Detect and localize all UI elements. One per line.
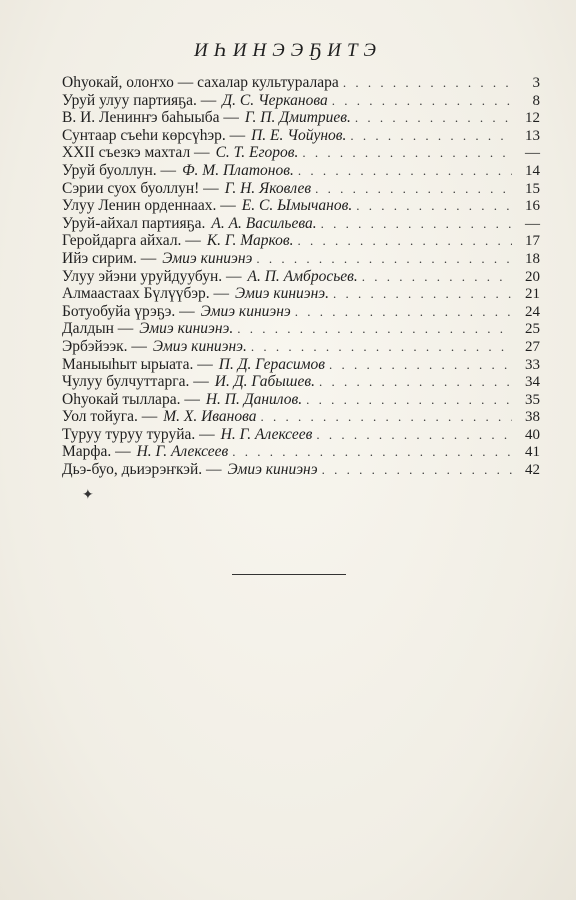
toc-entry [62,250,540,268]
toc-entry-author: А. П. Амбросьев. [247,267,358,285]
toc-entry-page-number: 34 [525,374,540,391]
dot-leader [306,391,512,409]
toc-entry [62,197,540,215]
toc-entry-page-number: 24 [525,303,540,320]
dot-leader [356,197,512,215]
ink-mark: ✦ [82,488,94,503]
toc-entry-author: Ф. М. Платонов. [182,161,294,179]
toc-entry-page-number: 35 [525,391,540,408]
toc-entry-page-number: 15 [525,180,540,197]
toc-entry-page-number: 40 [525,426,540,443]
toc-entry [62,285,540,303]
toc-entry-author: А. А. Васильева. [211,214,317,232]
toc-entry-author: Эмиэ киниэнэ [162,249,253,267]
toc-entry-page-number: 25 [525,321,540,338]
toc-entry-title: Оһуокай, олоҥхо — сахалар культуралара [62,74,339,91]
dot-leader [350,127,512,145]
dot-leader [256,250,512,268]
dot-leader [302,144,512,162]
dot-leader [316,426,512,444]
toc-entry-author: И. Д. Габышев. [214,373,315,391]
toc-entry-page-number: 42 [525,462,540,479]
toc-entry-page-number: 17 [525,233,540,250]
toc-entry-author: Е. С. Ымычанов. [241,197,353,215]
toc-entry-page-number: 3 [532,75,540,91]
toc-entry [62,180,540,198]
toc-entry-author: М. Х. Иванова [163,408,257,426]
toc-entry-page-number: 14 [525,162,540,179]
dot-leader [322,461,512,479]
toc-entry [62,338,540,356]
dot-leader [319,373,512,391]
toc-entry-title: Уруй буоллун. — [62,161,177,179]
toc-entry-title: Марфа. — [62,443,131,461]
dot-leader [332,92,512,110]
toc-entry-title: Эрбэйээк. — [62,337,147,355]
dot-leader [298,162,512,180]
toc-entry-title: XXII съезкэ махтал — [62,144,210,162]
toc-entry-author: Г. П. Дмитриев. [244,109,351,127]
toc-entry [62,268,540,286]
toc-entry [62,162,540,180]
toc-entry-page-number: 33 [525,356,540,373]
toc-entry [62,408,540,426]
toc-entry-title: Далдын — [62,320,134,338]
toc-entry-page-number: 18 [525,250,540,267]
toc-entry [62,443,540,461]
toc-entry-title: Туруу туруу туруйа. — [62,425,215,443]
bleed-through-text [190,660,490,820]
toc-entry-title: Оһуокай тыллара. — [62,390,200,408]
toc-entry-page-number: 20 [525,268,540,285]
toc-entry-author: Эмиэ киниэнэ. [152,337,247,355]
toc-entry-page-number: 38 [525,409,540,426]
toc-entry [62,92,540,110]
toc-entry-author: Г. Н. Яковлев [224,179,312,197]
toc-entry-page-number: 41 [525,444,540,461]
toc-entry-title: Чулуу булчуттарга. — [62,373,209,391]
toc-entry-author: Эмиэ киниэнэ. [235,285,330,303]
dot-leader [295,303,512,321]
toc-entry-author: С. Т. Егоров. [215,144,299,162]
toc-entry [62,109,540,127]
toc-entry [62,426,540,444]
toc-entry-page-number: — [525,215,540,232]
toc-entry [62,461,540,479]
dot-leader [321,215,512,233]
toc-entry [62,356,540,374]
toc-entry [62,303,540,321]
toc-entry-author: К. Г. Марков. [206,232,294,250]
toc-entry [62,144,540,162]
dot-leader [343,74,512,92]
toc-entry [62,373,540,391]
toc-entry-title: Ботуобуйа үрэҕэ. — [62,302,195,320]
toc-entry [62,74,540,92]
toc-entry-page-number: 21 [525,286,540,303]
dot-leader [232,443,512,461]
dot-leader [362,268,512,286]
toc-entry-page-number: — [525,145,540,162]
dot-leader [251,338,512,356]
section-divider [232,574,346,575]
toc-entry-author: Эмиэ киниэнэ. [139,320,234,338]
toc-entry-title: Сунтаар съеһи көрсүһэр. — [62,126,246,144]
toc-entry-title: Уруй улуу партияҕа. — [62,91,217,109]
toc-entry-title: Сэрии суох буоллун! — [62,179,219,197]
toc-entry-author: Н. П. Данилов. [205,390,303,408]
toc-entry-author: Эмиэ киниэнэ [227,461,318,479]
toc-entry-page-number: 8 [532,92,540,109]
dot-leader [237,320,512,338]
toc-heading: ИҺИНЭЭҔИТЭ [194,40,382,61]
toc-entry-author: Эмиэ киниэнэ [200,302,291,320]
toc-entry [62,215,540,233]
dot-leader [333,285,512,303]
toc-entry-page-number: 16 [525,198,540,215]
toc-entry-author: Н. Г. Алексеев [136,443,229,461]
toc-entry [62,391,540,409]
toc-entry-title: В. И. Ленинҥэ баһыыба — [62,109,239,127]
table-of-contents [62,74,540,479]
dot-leader [315,180,512,198]
toc-entry-title: Дьэ-буо, дьиэрэҥкэй. — [62,461,222,479]
dot-leader [297,232,512,250]
toc-entry-author: П. Е. Чойунов. [251,126,347,144]
dot-leader [261,408,513,426]
dot-leader [329,356,512,374]
toc-entry-title: Улуу Ленин орденнаах. — [62,197,236,215]
toc-entry-page-number: 13 [525,127,540,144]
toc-entry-author: П. Д. Герасимов [218,355,326,373]
toc-entry [62,320,540,338]
toc-entry-author: Д. С. Черканова [222,91,328,109]
toc-entry-title: Улуу эйэни уруйдуубун. — [62,267,242,285]
toc-entry [62,232,540,250]
toc-entry-title: Ийэ сирим. — [62,249,157,267]
toc-entry-title: Маныыһыт ырыата. — [62,355,213,373]
toc-entry-title: Уруй-айхал партияҕа. [62,214,206,232]
toc-entry-author: Н. Г. Алексеев [220,425,313,443]
toc-entry-page-number: 27 [525,338,540,355]
toc-entry-title: Уол тойуга. — [62,408,158,426]
toc-entry-title: Геройдарга айхал. — [62,232,201,250]
toc-entry-title: Алмаастаах Бүлүүбэр. — [62,285,230,303]
toc-entry [62,127,540,145]
toc-entry-page-number: 12 [525,110,540,127]
dot-leader [355,109,512,127]
